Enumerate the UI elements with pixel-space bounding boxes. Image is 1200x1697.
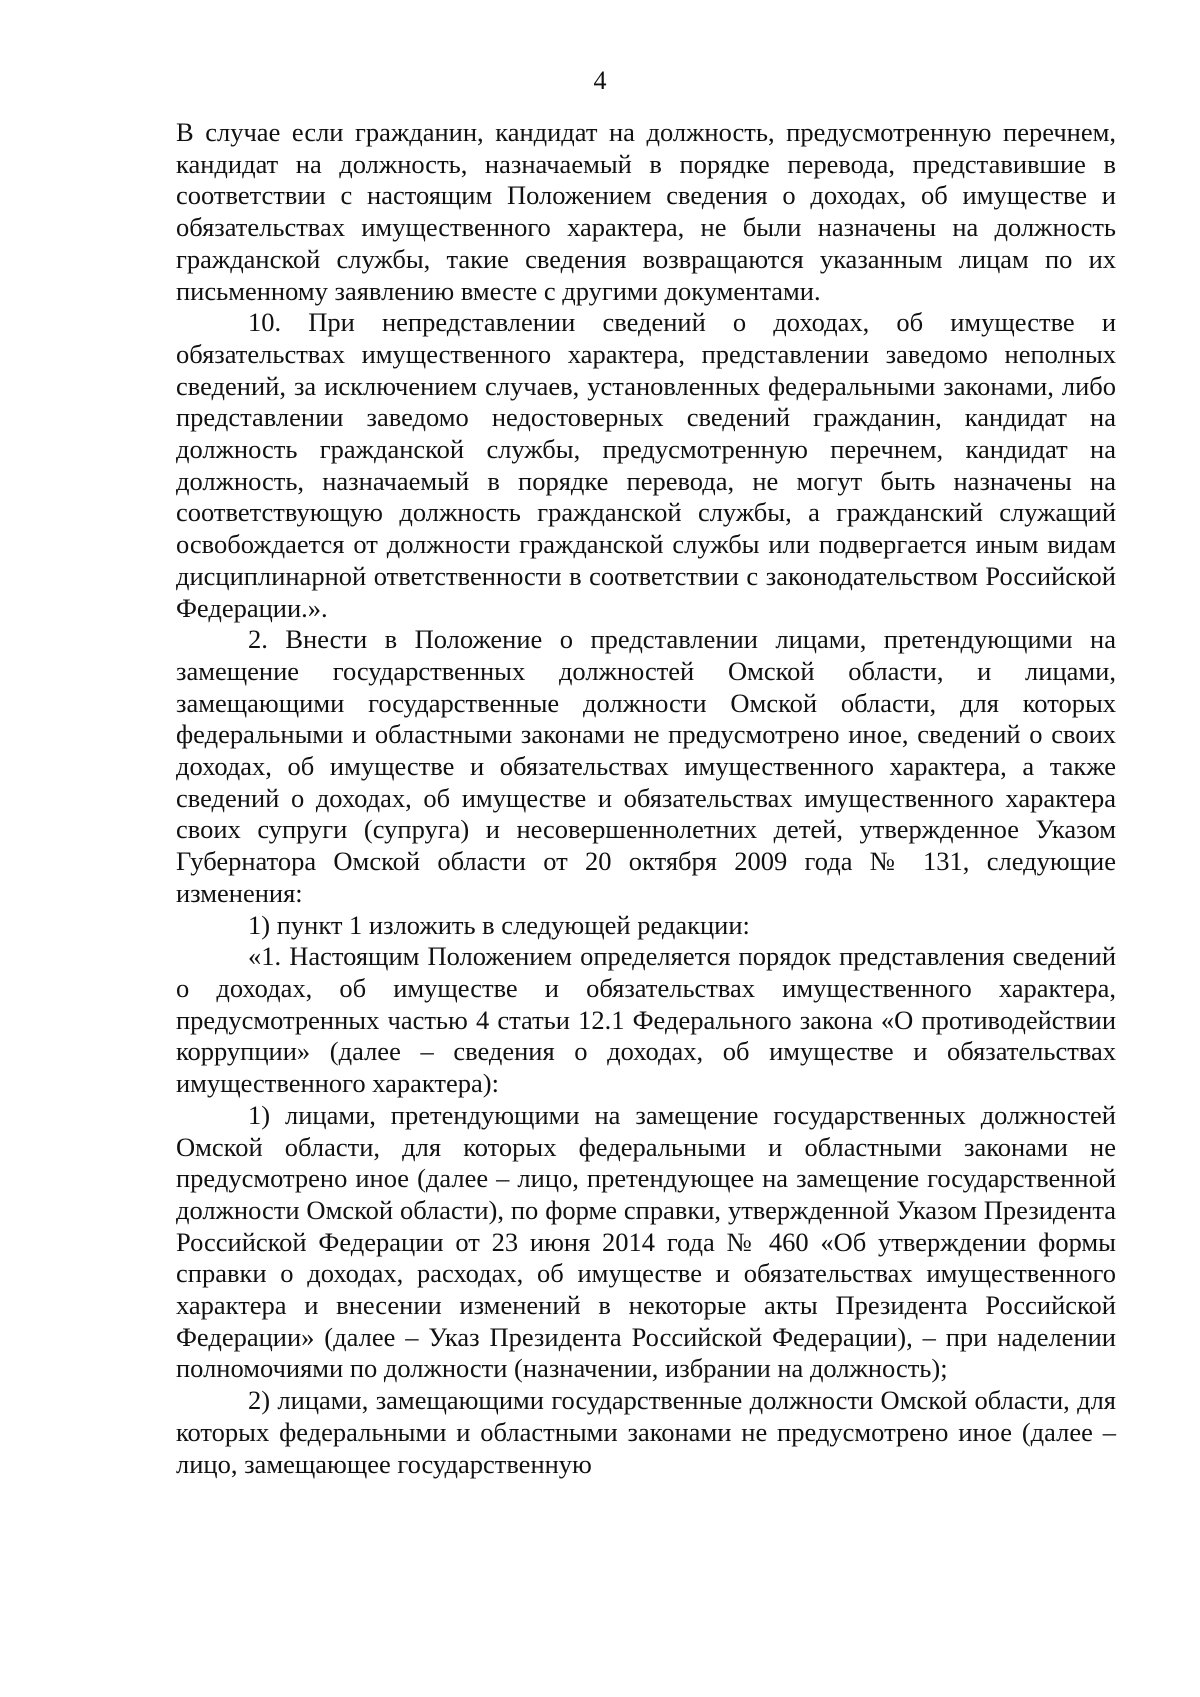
paragraph-item-10: 10. При непредставлении сведений о доходах, об имуществе и обязательствах имущественного характера, представлении заведомо неполных сведений, за исключением случаев, установленных федеральными законами, либо представлении заведомо недостоверных сведений гражданин, кандидат на должность гражданской службы, предусмотренную перечнем, кандидат на должность, назначаемый в порядке перевода, не могут быть назначены на соответствующую должность гражданской службы, а гражданский служащий освобождается от должности гражданской службы или подвергается иным видам дисциплинарной ответственности в соответствии с законодательством Российской Федерации.».	[176, 307, 1116, 623]
document-body	[176, 117, 1116, 1480]
paragraph-new-point-1-subitem-2: 2) лицами, замещающими государственные должности Омской области, для которых федеральными и областными законами не предусмотрено иное (далее – лицо, замещающее государственную	[176, 1385, 1116, 1479]
paragraph-item-2: 2. Внести в Положение о представлении лицами, претендующими на замещение государственных должностей Омской области, и лицами, замещающими государственные должности Омской области, для которых федеральными и областными законами не предусмотрено иное, сведений о своих доходах, об имуществе и обязательствах имущественного характера, а также сведений о доходах, об имуществе и обязательствах имущественного характера своих супруги (супруга) и несовершеннолетних детей, утвержденное Указом Губернатора Омской области от 20 октября 2009 года № 131, следующие изменения:	[176, 624, 1116, 908]
paragraph-new-point-1: «1. Настоящим Положением определяется порядок представления сведений о доходах, об имуществе и обязательствах имущественного характера, предусмотренных частью 4 статьи 12.1 Федерального закона «О противодействии коррупции» (далее – сведения о доходах, об имуществе и обязательствах имущественного характера):	[176, 941, 1116, 1099]
paragraph-subitem-2-1: 1) пункт 1 изложить в следующей редакции:	[248, 909, 750, 940]
page-number: 4	[593, 66, 607, 95]
paragraph-new-point-1-subitem-1: 1) лицами, претендующими на замещение государственных должностей Омской области, для которых федеральными и областными законами не предусмотрено иное (далее – лицо, претендующее на замещение государственной должности Омской области), по форме справки, утвержденной Указом Президента Российской Федерации от 23 июня 2014 года № 460 «Об утверждении формы справки о доходах, расходах, об имуществе и обязательствах имущественного характера и внесении изменений в некоторые акты Президента Российской Федерации» (далее – Указ Президента Российской Федерации), – при наделении полномочиями по должности (назначении, избрании на должность);	[176, 1099, 1116, 1384]
paragraph-return-of-documents: В случае если гражданин, кандидат на должность, предусмотренную перечнем, кандидат на должность, назначаемый в порядке перевода, представившие в соответствии с настоящим Положением сведения о доходах, об имуществе и обязательствах имущественного характера, не были назначены на должность гражданской службы, такие сведения возвращаются указанным лицам по их письменному заявлению вместе с другими документами.	[176, 117, 1116, 306]
